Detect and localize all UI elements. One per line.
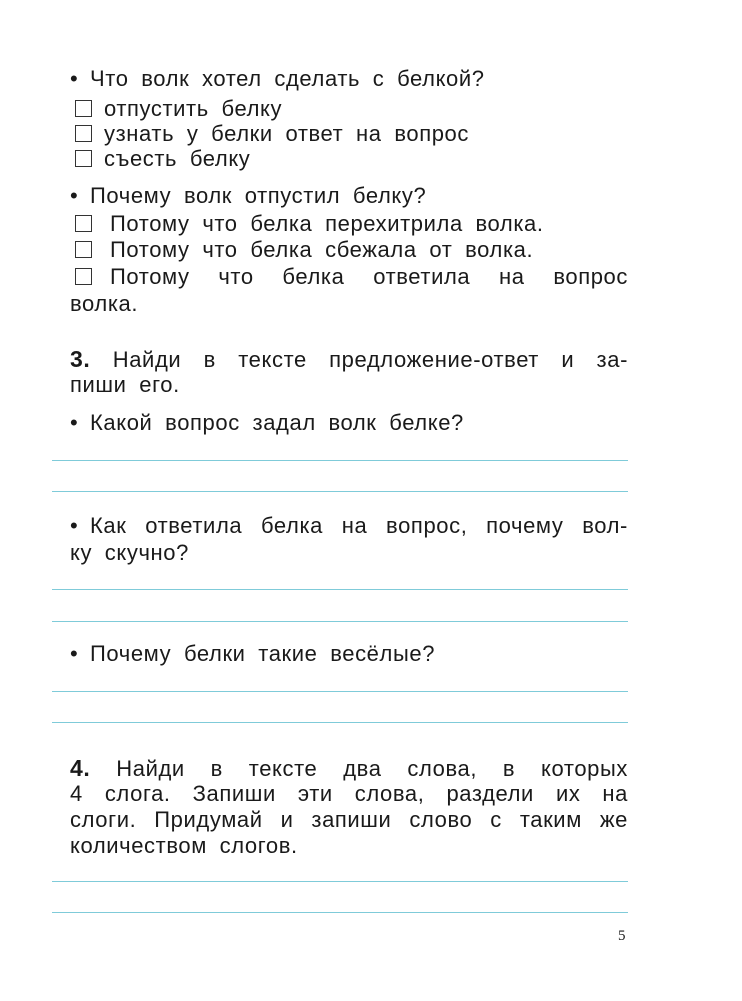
checkbox-q1-option-3[interactable]: [75, 150, 92, 167]
task-3-subquestion-2-line-1: [70, 513, 628, 539]
q1-option-2-label: узнать у белки ответ на вопрос: [104, 121, 469, 146]
task-3-number: 3.: [70, 346, 91, 372]
q2-option-2-label: Потому что белка сбежала от волка.: [110, 237, 534, 262]
answer-line[interactable]: [52, 589, 628, 590]
task-3-subquestion-3-text: Почему белки такие весёлые?: [90, 641, 436, 666]
answer-line[interactable]: [52, 621, 628, 622]
bullet: •: [70, 183, 79, 208]
task-4-line-2: 4 слога. Запиши эти слова, раздели их на: [70, 781, 628, 806]
question-2: [70, 183, 426, 209]
task-3-subquestion-1: [70, 410, 464, 436]
q2-option-1-label: Потому что белка перехитрила волка.: [110, 211, 544, 236]
q1-option-3-label: съесть белку: [104, 146, 251, 171]
task-4-text-1: Найди в тексте два слова, в которых: [116, 756, 628, 781]
answer-line[interactable]: [52, 491, 628, 492]
task-3-line-1: [70, 346, 628, 373]
answer-line[interactable]: [52, 460, 628, 461]
task-3-subquestion-2-text-1: Как ответила белка на вопрос, почему вол-: [90, 513, 628, 538]
question-2-text: Почему волк отпустил белку?: [90, 183, 427, 208]
bullet: •: [70, 513, 79, 538]
answer-line[interactable]: [52, 881, 628, 882]
bullet: •: [70, 410, 79, 435]
bullet: •: [70, 641, 79, 666]
answer-line[interactable]: [52, 912, 628, 913]
task-4-line-4: количеством слогов.: [70, 833, 298, 858]
question-1-text: Что волк хотел сделать с белкой?: [90, 66, 485, 91]
checkbox-q1-option-1[interactable]: [75, 100, 92, 117]
task-3-line-2: пиши его.: [70, 372, 180, 397]
task-3-subquestion-1-text: Какой вопрос задал волк белке?: [90, 410, 464, 435]
question-1: [70, 66, 485, 92]
checkbox-q1-option-2[interactable]: [75, 125, 92, 142]
answer-line[interactable]: [52, 722, 628, 723]
task-4-line-1: [70, 755, 628, 782]
q1-option-1-label: отпустить белку: [104, 96, 283, 121]
task-4-line-3: слоги. Придумай и запиши слово с таким же: [70, 807, 628, 832]
task-3-subquestion-3: [70, 641, 435, 667]
q2-option-3-label: Потому что белка ответила на вопрос: [110, 264, 628, 289]
task-3-subquestion-2-line-2: ку скучно?: [70, 540, 189, 565]
page-number: 5: [618, 928, 626, 944]
task-3-text-1: Найди в тексте предложение-ответ и за-: [112, 347, 628, 372]
checkbox-q2-option-2[interactable]: [75, 241, 92, 258]
answer-line[interactable]: [52, 691, 628, 692]
bullet: •: [70, 66, 79, 91]
q2-option-3-continuation: волка.: [70, 291, 139, 316]
checkbox-q2-option-1[interactable]: [75, 215, 92, 232]
task-4-number: 4.: [70, 755, 91, 781]
checkbox-q2-option-3[interactable]: [75, 268, 92, 285]
